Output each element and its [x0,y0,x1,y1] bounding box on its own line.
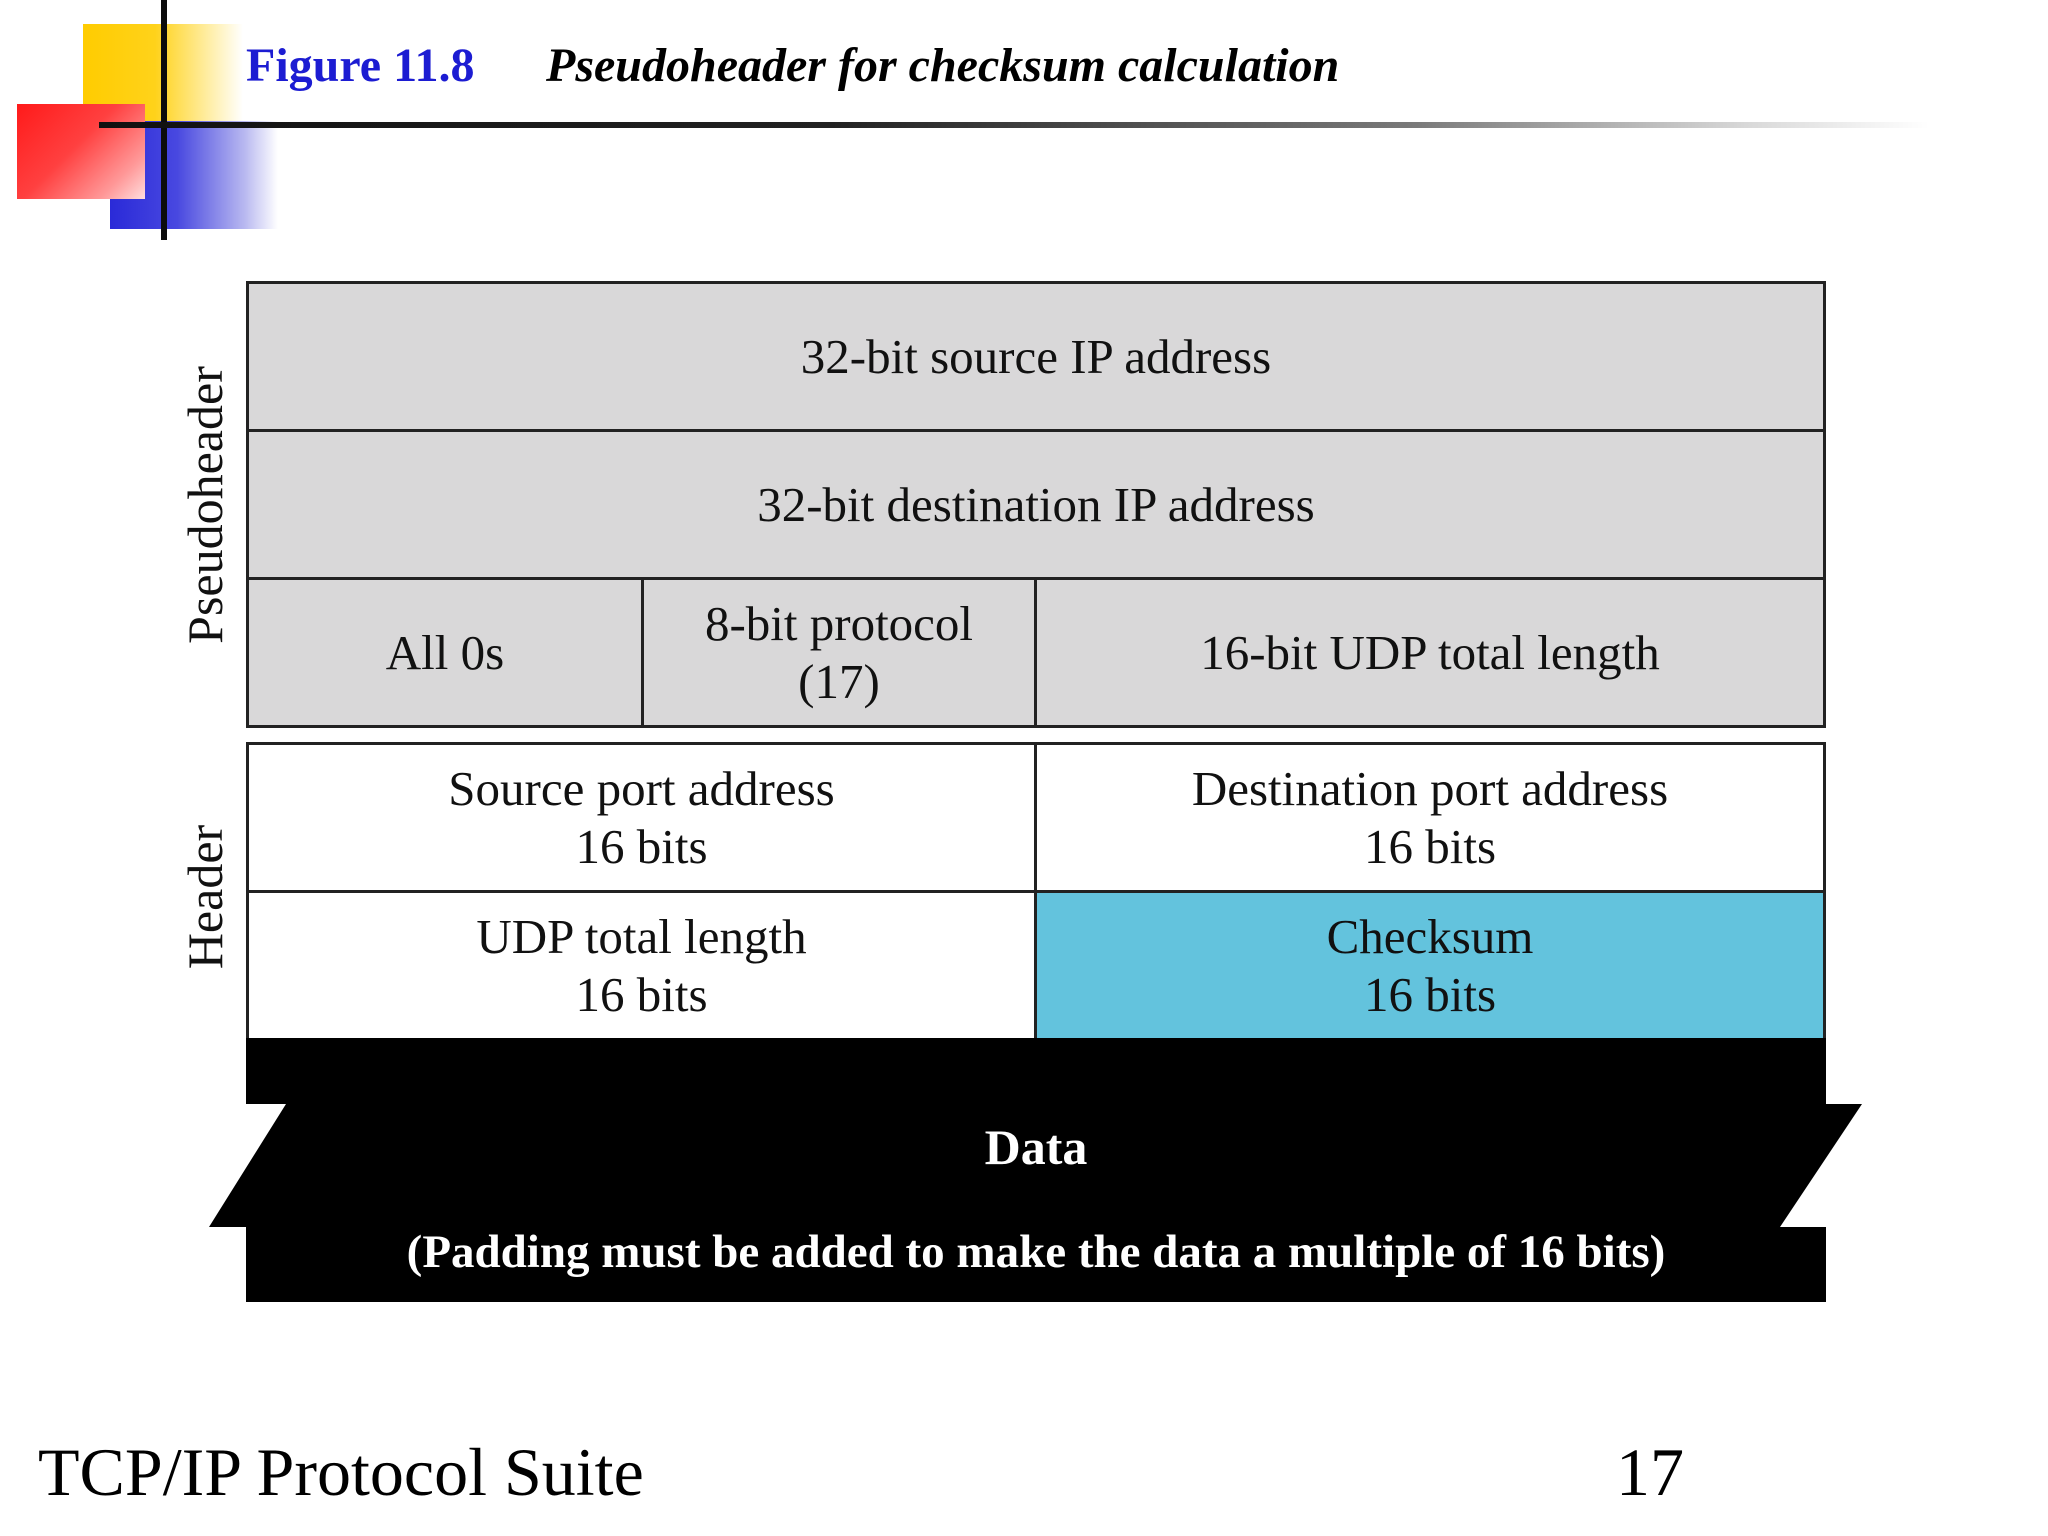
source-port-size: 16 bits [575,818,708,874]
destination-port-size: 16 bits [1363,818,1497,874]
udp-length-label: 16-bit UDP total length [1200,624,1660,680]
page-number: 17 [1616,1434,1684,1510]
protocol-label: 8-bit protocol [704,595,974,651]
all-zeros-label: All 0s [385,624,505,680]
protocol-value: (17) [798,653,880,709]
udp-total-length-label: UDP total length [476,908,807,964]
udp-total-length-size: 16 bits [575,966,708,1022]
footer-title: TCP/IP Protocol Suite [38,1434,644,1510]
header-side-label: Header [177,824,233,970]
checksum-size: 16 bits [1363,966,1497,1022]
data-label: Data [984,1119,1088,1175]
figure-number: Figure 11.8 [246,39,475,92]
destination-ip-label: 32-bit destination IP address [757,476,1315,532]
padding-note: (Padding must be added to make the data a multiple of 16 bits) [406,1226,1666,1278]
checksum-label: Checksum [1326,908,1534,964]
source-port-label: Source port address [448,760,835,816]
source-ip-label: 32-bit source IP address [800,328,1272,384]
pseudoheader-side-label: Pseudoheader [177,366,233,644]
figure-title: Pseudoheader for checksum calculation [546,39,1340,92]
destination-port-label: Destination port address [1191,760,1669,816]
